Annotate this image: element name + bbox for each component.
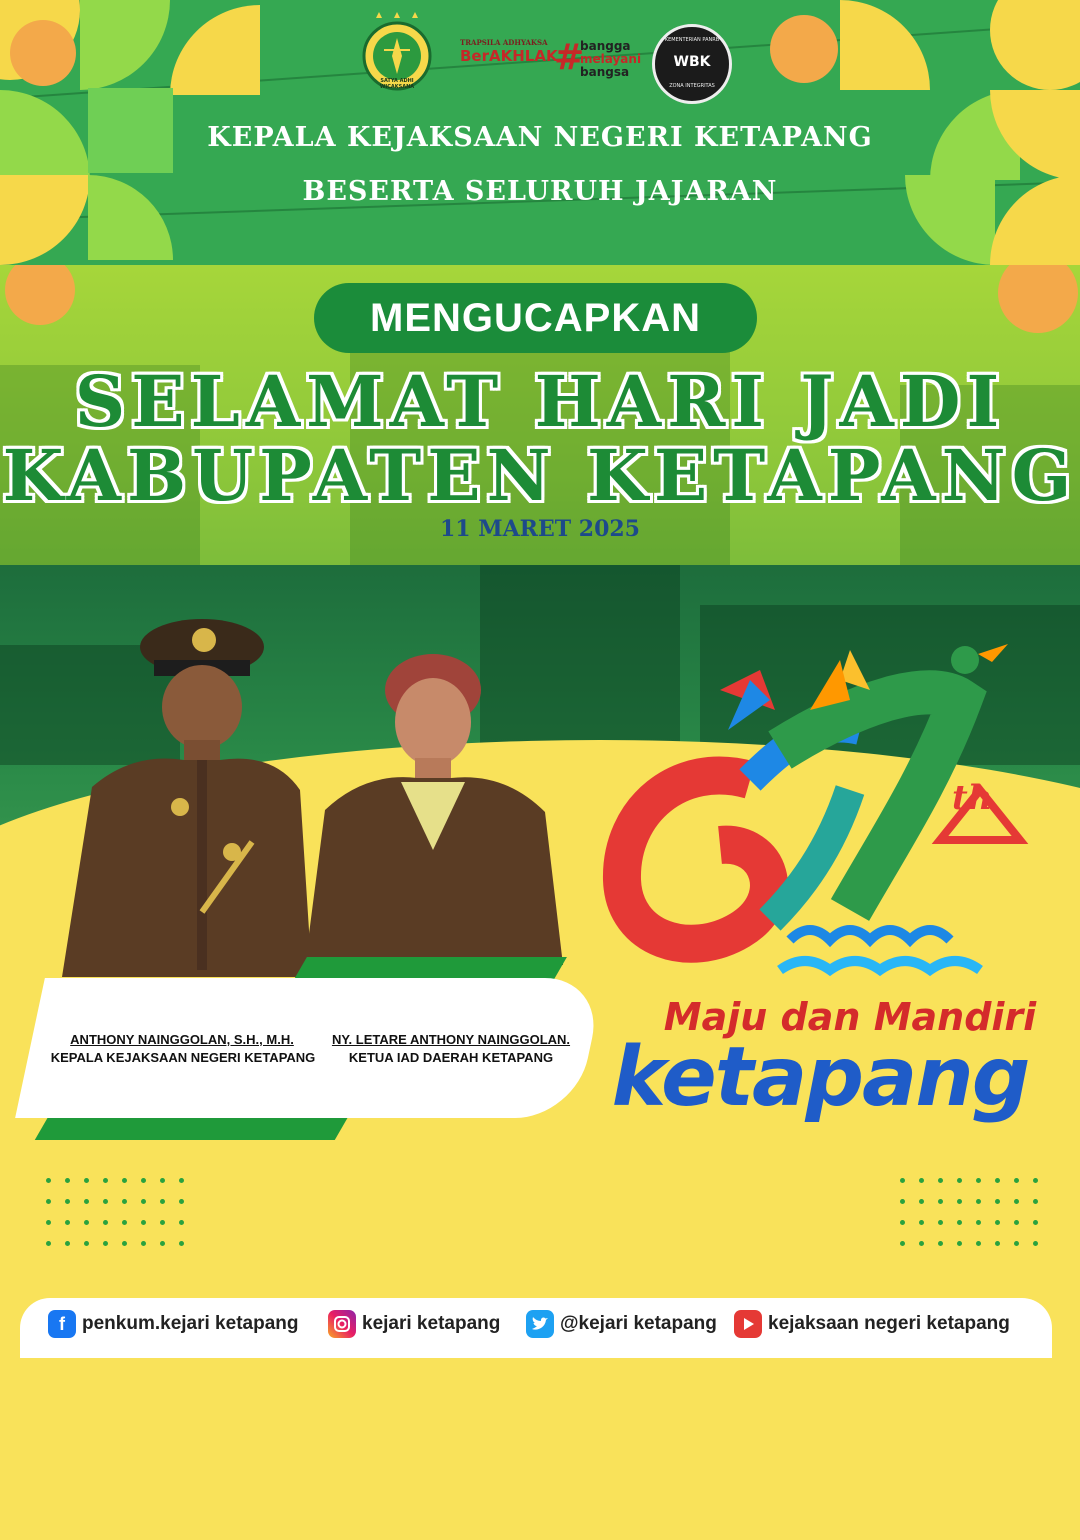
kejaksaan-logo-icon: [356, 12, 438, 92]
instagram-link[interactable]: [328, 1310, 500, 1338]
left-person-role: KEPALA KEJAKSAAN NEGERI KETAPANG: [50, 1050, 316, 1065]
youtube-icon: [734, 1310, 762, 1338]
tagline: Maju dan Mandiri: [663, 995, 1037, 1039]
facebook-icon: f: [48, 1310, 76, 1338]
zona-top-text: KEMENTERIAN PANRB: [664, 37, 720, 43]
kejaksaan-motto: SATYA ADHI WICAKSANA: [379, 78, 415, 90]
right-person-name-text: NY. LETARE ANTHONY NAINGGOLAN.: [331, 1032, 571, 1047]
youtube-handle: kejaksaan negeri ketapang: [768, 1313, 1010, 1334]
photo-letare: [305, 650, 565, 965]
bangga-line2: melayani: [580, 52, 642, 66]
instagram-handle: kejari ketapang: [362, 1313, 501, 1334]
city-wordmark: ketapang: [611, 1030, 1029, 1125]
header-line-2: BESERTA SELURUH JAJARAN: [302, 176, 778, 207]
right-person-role: KETUA IAD DAERAH KETAPANG: [348, 1050, 554, 1065]
bangga-line3: bangsa: [580, 65, 630, 79]
twitter-link[interactable]: [526, 1310, 717, 1338]
facebook-link[interactable]: [48, 1310, 298, 1338]
twitter-handle: @kejari ketapang: [560, 1313, 717, 1334]
title-line-2: KABUPATEN KETAPANG: [2, 434, 1078, 517]
bangga-melayani-logo: [554, 37, 646, 84]
left-person-name: [52, 1032, 312, 1047]
right-person-name: [322, 1032, 580, 1047]
title-line-1: SELAMAT HARI JADI: [74, 360, 1006, 443]
mengucapkan-pill: MENGUCAPKAN: [314, 283, 757, 353]
zona-bottom-text: ZONA INTEGRITAS: [669, 83, 715, 89]
left-person-name-text: ANTHONY NAINGGOLAN, S.H., M.H.: [70, 1032, 294, 1047]
event-date: 11 MARET 2025: [439, 516, 640, 542]
photo-anthony: [62, 612, 312, 977]
name-card: [15, 978, 605, 1118]
zona-integritas-logo: [652, 24, 732, 104]
bangga-line1: bangga: [580, 39, 631, 53]
twitter-icon: [526, 1310, 554, 1338]
berakhlak-logo: [460, 38, 560, 82]
anniversary-67-logo: [600, 640, 1030, 990]
instagram-icon: [328, 1310, 356, 1338]
youtube-link[interactable]: [734, 1310, 1010, 1338]
dot-pattern-right: [900, 1178, 1047, 1262]
header-line-1: KEPALA KEJAKSAAN NEGERI KETAPANG: [207, 122, 873, 153]
dot-pattern-left: [46, 1178, 193, 1262]
hashtag-icon: #: [554, 37, 585, 78]
berakhlak-text: BerAKHLAK: [460, 47, 558, 65]
anniversary-suffix: th: [952, 778, 993, 818]
berakhlak-small-text: TRAPSILA ADHYAKSA: [460, 38, 548, 47]
facebook-handle: penkum.kejari ketapang: [82, 1313, 299, 1334]
zona-mid-text: WBK: [673, 54, 711, 70]
